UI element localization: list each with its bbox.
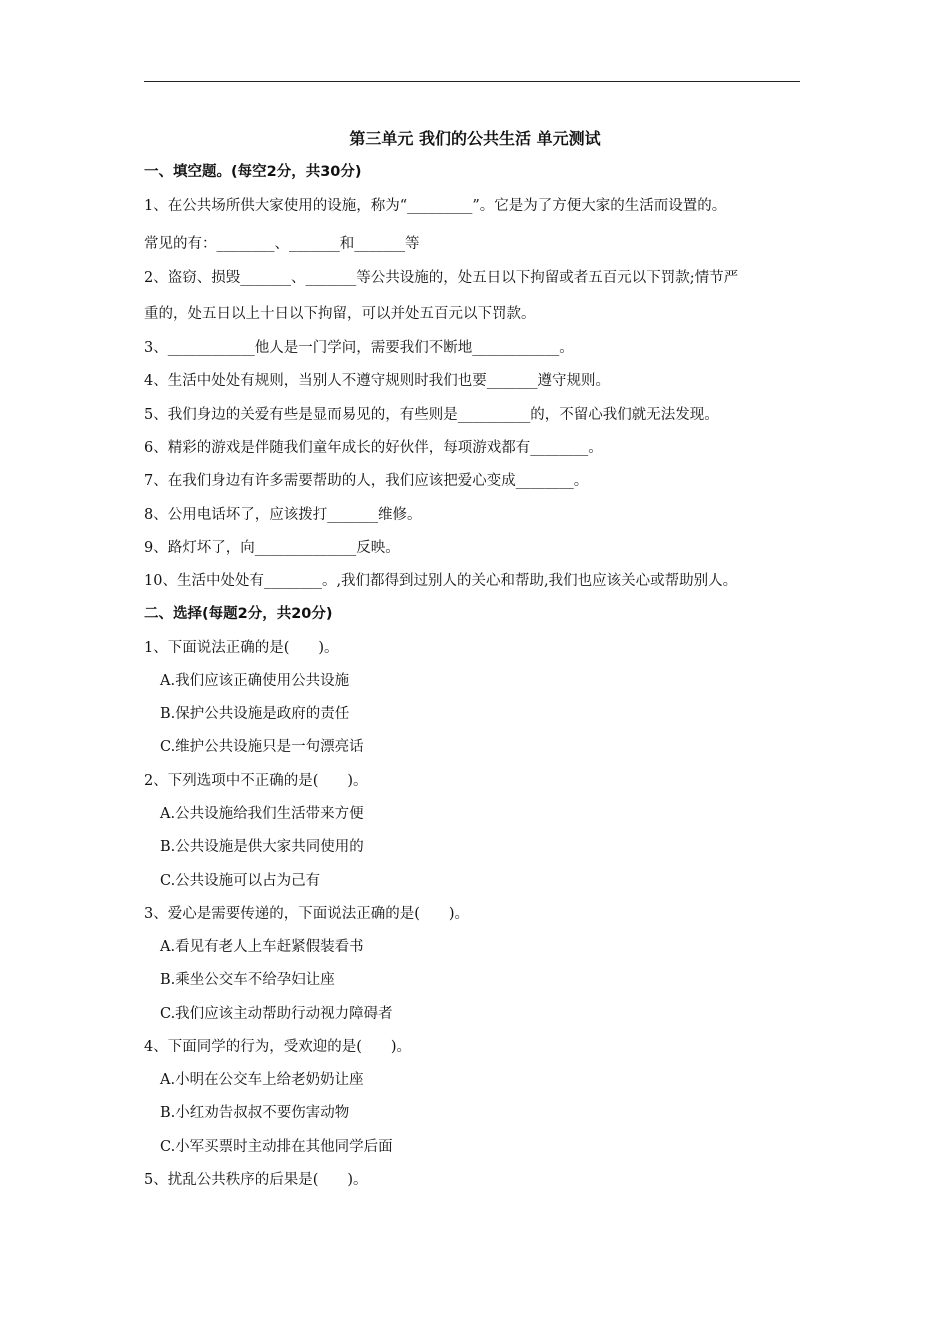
question-option: A.看见有老人上车赶紧假装看书 — [160, 939, 364, 955]
question-stem: 2、下列选项中不正确的是( )。 — [144, 773, 368, 789]
question-stem: 4、下面同学的行为，受欢迎的是( )。 — [144, 1039, 412, 1055]
question-option: A.小明在公交车上给老奶奶让座 — [160, 1072, 364, 1088]
section-heading-choice: 二、选择(每题2分，共20分) — [144, 606, 333, 622]
question-option: C.公共设施可以占为己有 — [160, 873, 321, 889]
question-option: A.我们应该正确使用公共设施 — [160, 673, 350, 689]
fill-line-5: 3、____________他人是一门学问，需要我们不断地____________。 — [144, 340, 574, 356]
section-heading-fill-blank: 一、填空题。(每空2分，共30分) — [144, 164, 362, 180]
question-option: C.小军买票时主动排在其他同学后面 — [160, 1139, 393, 1155]
fill-line-4: 重的，处五日以上十日以下拘留，可以并处五百元以下罚款。 — [144, 306, 536, 322]
header-rule — [144, 81, 800, 82]
question-option: B.乘坐公交车不给孕妇让座 — [160, 972, 335, 988]
fill-line-3: 2、盗窃、损毁_______、_______等公共设施的，处五日以下拘留或者五百元以下罚款;情节严 — [144, 270, 739, 286]
question-option: C.我们应该主动帮助行动视力障碍者 — [160, 1006, 393, 1022]
fill-line-12: 10、生活中处处有________。,我们都得到过别人的关心和帮助,我们也应该关心或帮助别人。 — [144, 573, 738, 589]
fill-line-7: 5、我们身边的关爱有些是显而易见的，有些则是__________的，不留心我们就无法发现。 — [144, 407, 719, 423]
question-stem: 3、爱心是需要传递的，下面说法正确的是( )。 — [144, 906, 470, 922]
question-stem: 5、扰乱公共秩序的后果是( )。 — [144, 1172, 368, 1188]
question-option: B.公共设施是供大家共同使用的 — [160, 839, 364, 855]
fill-line-9: 7、在我们身边有许多需要帮助的人，我们应该把爱心变成________。 — [144, 473, 589, 489]
page-title: 第三单元 我们的公共生活 单元测试 — [349, 129, 601, 148]
question-option: C.维护公共设施只是一句漂亮话 — [160, 739, 364, 755]
question-stem: 1、下面说法正确的是( )。 — [144, 640, 339, 656]
fill-line-8: 6、精彩的游戏是伴随我们童年成长的好伙伴，每项游戏都有________。 — [144, 440, 603, 456]
fill-line-6: 4、生活中处处有规则，当别人不遵守规则时我们也要_______遵守规则。 — [144, 373, 610, 389]
question-option: A.公共设施给我们生活带来方便 — [160, 806, 364, 822]
question-option: B.保护公共设施是政府的责任 — [160, 706, 350, 722]
fill-line-10: 8、公用电话坏了，应该拨打_______维修。 — [144, 507, 422, 523]
question-option: B.小红劝告叔叔不要伤害动物 — [160, 1105, 350, 1121]
fill-line-1: 1、在公共场所供大家使用的设施，称为“_________”。它是为了方便大家的生活而设置的。 — [144, 198, 727, 214]
fill-line-11: 9、路灯坏了，向______________反映。 — [144, 540, 400, 556]
fill-line-2: 常见的有：________、_______和_______等 — [144, 236, 420, 252]
